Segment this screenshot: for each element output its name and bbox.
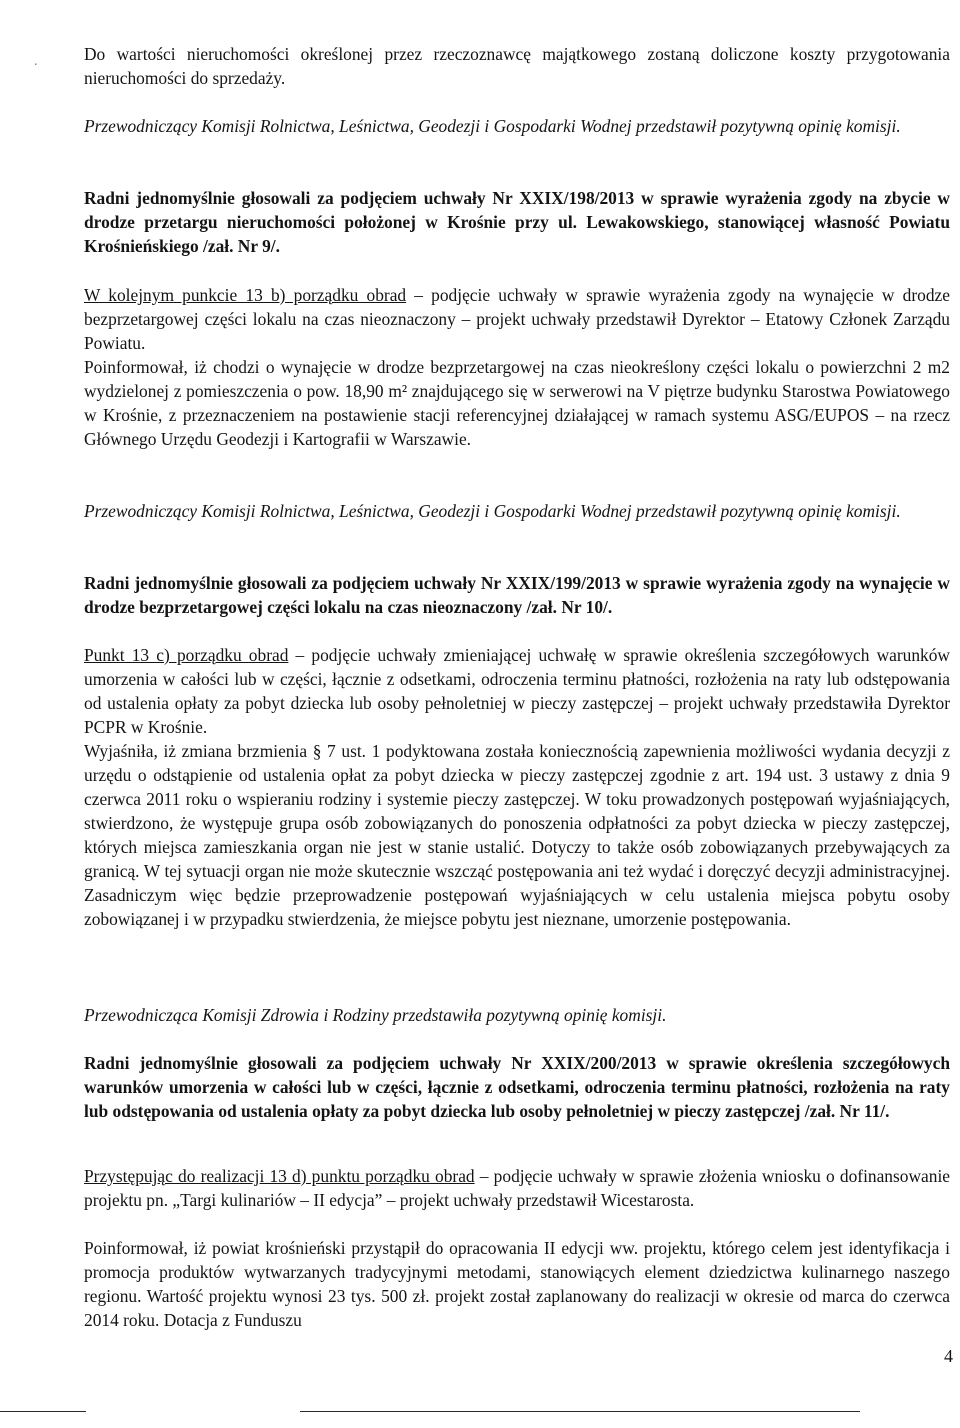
agenda-point-13d-text: – podjęcie uchwały w sprawie złożenia wniosku o dofinansowanie projektu pn. „Targi kulinariów – II edycja” – projekt uchwały przedstawił Wicestarosta.	[84, 1166, 950, 1210]
committee-opinion-health: Przewodnicząca Komisji Zdrowia i Rodziny przedstawiła pozytywną opinię komisji.	[84, 1005, 667, 1025]
agenda-point-13b	[84, 283, 950, 355]
paragraph-lease-details: Poinformował, iż chodzi o wynajęcie w drodze bezprzetargowej na czas nieokreślony części lokalu o powierzchni 2 m2 wydzielonej z pomieszczenia o pow. 18,90 m² znajdującego się w serwerowi na V piętrze budynku Starostwa Powiatowego w Krośnie, z przeznaczeniem na postawienie stacji referencyjnej działającej w ramach systemu ASG/EUPOS – na rzecz Głównego Urzędu Geodezji i Kartografii w Warszawie.	[84, 357, 950, 449]
resolution-198: Radni jednomyślnie głosowali za podjęciem uchwały Nr XXIX/198/2013 w sprawie wyrażenia zgody na zbycie w drodze przetargu nieruchomości położonej w Krośnie przy ul. Lewakowskiego, stanowiącej własność Powiatu Krośnieńskiego /zał. Nr 9/.	[84, 188, 950, 256]
agenda-point-13c	[84, 643, 950, 739]
agenda-point-13b-heading: W kolejnym punkcie 13 b) porządku obrad	[84, 285, 407, 305]
resolution-199: Radni jednomyślnie głosowali za podjęciem uchwały Nr XXIX/199/2013 w sprawie wyrażenia zgody na wynajęcie w drodze bezprzetargowej części lokalu na czas nieoznaczony /zał. Nr 10/.	[84, 573, 950, 617]
page-number: 4	[944, 1346, 953, 1366]
paragraph-project-info: Poinformował, iż powiat krośnieński przystąpił do opracowania II edycji ww. projektu, którego celem jest identyfikacja i promocja produktów wytwarzanych tradycyjnymi metodami, stanowiących element dziedzictwa kulinarnego naszego regionu. Wartość projektu wynosi 23 tys. 500 zł. projekt został zaplanowany do realizacji w okresie od marca do czerwca 2014 roku. Dotacja z Funduszu	[84, 1238, 950, 1330]
committee-opinion-agriculture-2: Przewodniczący Komisji Rolnictwa, Leśnictwa, Geodezji i Gospodarki Wodnej przedstawił pozytywną opinię komisji.	[84, 501, 901, 521]
footer-rule-left	[0, 1411, 86, 1412]
agenda-point-13b-text: – podjęcie uchwały w sprawie wyrażenia zgody na wynajęcie w drodze bezprzetargowej części lokalu na czas nieoznaczony – projekt uchwały przedstawił Dyrektor – Etatowy Członek Zarządu Powiatu.	[84, 285, 950, 353]
paragraph-explanation: Wyjaśniła, iż zmiana brzmienia § 7 ust. 1 podyktowana została koniecznością zapewnienia możliwości wydania decyzji z urzędu o odstąpienie od ustalenia opłat za pobyt dziecka w pieczy zastępczej zgodnie z art. 194 ust. 3 ustawy z dnia 9 czerwca 2011 roku o wspieraniu rodziny i systemie pieczy zastępczej. W toku prowadzonych postępowań wyjaśniających, stwierdzono, że występuje grupa osób zobowiązanych do ponoszenia odpłatności za pobyt dziecka w pieczy zastępczej, których miejsca zamieszkania organ nie jest w stanie ustalić. Dotyczy to także osób zobowiązanych przebywających za granicą. W tej sytuacji organ nie może skutecznie wszcząć postępowania ani też wydać i doręczyć decyzji administracyjnej. Zasadniczym więc będzie przeprowadzenie postępowań wyjaśniających w celu ustalenia miejsca pobytu osoby zobowiązanej i w przypadku stwierdzenia, że miejsce pobytu jest nieznane, umorzenie postępowania.	[84, 741, 950, 929]
agenda-point-13d	[84, 1164, 950, 1212]
footer-rule-center	[300, 1411, 860, 1412]
agenda-point-13c-text: – podjęcie uchwały zmieniającej uchwałę w sprawie określenia szczegółowych warunków umorzenia w całości lub w części, łącznie z odsetkami, odroczenia terminu płatności, rozłożenia na raty lub odstępowania od ustalenia opłaty za pobyt dziecka lub osoby pełnoletniej w pieczy zastępczej – projekt uchwały przedstawiła Dyrektor PCPR w Krośnie.	[84, 645, 950, 737]
agenda-point-13c-heading: Punkt 13 c) porządku obrad	[84, 645, 289, 665]
resolution-200: Radni jednomyślnie głosowali za podjęciem uchwały Nr XXIX/200/2013 w sprawie określenia szczegółowych warunków umorzenia w całości lub w części, łącznie z odsetkami, odroczenia terminu płatności, rozłożenia na raty lub odstępowania od ustalenia opłaty za pobyt dziecka lub osoby pełnoletniej w pieczy zastępczej /zał. Nr 11/.	[84, 1053, 950, 1121]
committee-opinion-agriculture-1: Przewodniczący Komisji Rolnictwa, Leśnictwa, Geodezji i Gospodarki Wodnej przedstawił pozytywną opinię komisji.	[84, 116, 901, 136]
margin-mark: .	[34, 54, 38, 69]
agenda-point-13d-heading: Przystępując do realizacji 13 d) punktu porządku obrad	[84, 1166, 475, 1186]
paragraph-costs: Do wartości nieruchomości określonej przez rzeczoznawcę majątkowego zostaną doliczone koszty przygotowania nieruchomości do sprzedaży.	[84, 44, 950, 88]
